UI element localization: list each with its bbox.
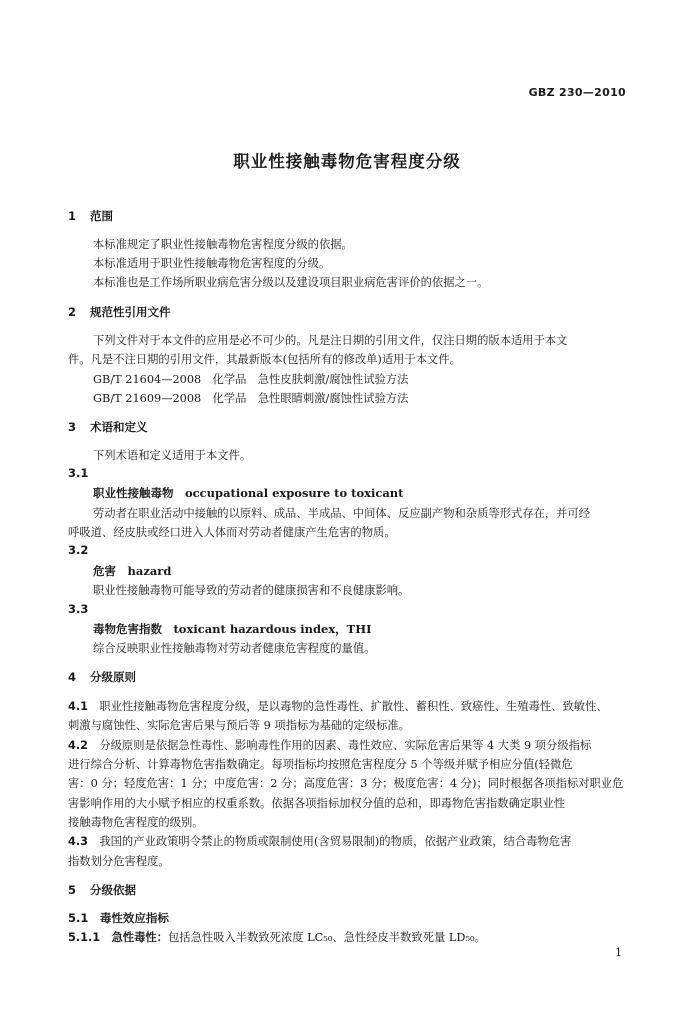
term-definition: 劳动者在职业活动中接触的以原料、成品、半成品、中间体、反应副产物和杂质等形式存在，并可经	[93, 507, 591, 520]
term-definition: 职业性接触毒物可能导致的劳动者的健康损害和不良健康影响。	[93, 584, 410, 597]
term-number: 3.1	[68, 466, 89, 480]
clause-5-1-1	[68, 929, 486, 945]
section-number: 1	[68, 209, 77, 223]
term-number: 3.2	[68, 543, 89, 557]
clause-4-3	[68, 833, 571, 849]
clause-number: 5.1.1	[68, 931, 101, 944]
paragraph: 件。凡是不注日期的引用文件，其最新版本(包括所有的修改单)适用于本文件。	[68, 353, 461, 366]
paragraph: 本标准规定了职业性接触毒物危害程度分级的依据。	[93, 238, 353, 251]
clause-number: 4.3	[68, 835, 89, 848]
clause-text: 职业性接触毒物危害程度分级，是以毒物的急性毒性、扩散性、蓄积性、致癌性、生殖毒性、致敏性、	[99, 700, 608, 713]
clause-number: 4.2	[68, 739, 89, 752]
paragraph: 本标准适用于职业性接触毒物危害程度的分级。	[93, 257, 331, 270]
clause-text: 指数划分危害程度。	[68, 855, 170, 868]
section-number: 3	[68, 420, 77, 434]
subsection-number: 5.1	[68, 911, 89, 925]
clause-text: 我国的产业政策明令禁止的物质或限制使用(含贸易限制)的物质，依据产业政策，结合毒物危害	[99, 835, 572, 848]
term-entry	[93, 485, 403, 501]
clause-text: 接触毒物危害程度的级别。	[68, 816, 204, 829]
clause-4-1	[68, 698, 608, 714]
reference-item: GB/T 21604—2008 化学品 急性皮肤刺激/腐蚀性试验方法	[93, 373, 409, 386]
clause-text: 刺激与腐蚀性、实际危害后果与预后等 9 项指标为基础的定级标准。	[68, 719, 410, 732]
term-zh: 危害	[93, 564, 116, 578]
section-5-heading	[68, 882, 136, 898]
clause-text: 害：0 分；轻度危害：1 分；中度危害：2 分；高度危害：3 分；极度危害：4 分)；同时根据各项指标对职业危	[68, 777, 624, 790]
term-entry	[93, 563, 171, 579]
paragraph: 下列文件对于本文件的应用是必不可少的。凡是注日期的引用文件，仅注日期的版本适用于本文	[93, 334, 568, 347]
clause-text: 包括急性吸入半数致死浓度 LC₅₀、急性经皮半数致死量 LD₅₀。	[167, 931, 486, 944]
term-zh: 毒物危害指数	[93, 622, 162, 636]
section-title: 分级原则	[90, 670, 136, 684]
document-title: 职业性接触毒物危害程度分级	[233, 152, 461, 171]
clause-text: 进行综合分析、计算毒物危害指数确定。每项指标均按照危害程度分 5 个等级并赋予相应分值(轻微危	[68, 758, 573, 771]
section-title: 术语和定义	[90, 420, 148, 434]
clause-number: 4.1	[68, 700, 89, 713]
term-en: occupational exposure to toxicant	[185, 486, 404, 500]
standard-number: GBZ 230—2010	[528, 86, 626, 99]
paragraph: 下列术语和定义适用于本文件。	[93, 449, 252, 462]
paragraph: 本标准也是工作场所职业病危害分级以及建设项目职业病危害评价的依据之一。	[93, 276, 489, 289]
section-3-heading	[68, 419, 148, 435]
subsection-5-1-heading	[68, 910, 169, 926]
reference-item: GB/T 21609—2008 化学品 急性眼睛刺激/腐蚀性试验方法	[93, 392, 409, 405]
section-title: 范围	[90, 209, 113, 223]
section-4-heading	[68, 669, 136, 685]
clause-4-2	[68, 737, 591, 753]
section-title: 规范性引用文件	[90, 305, 171, 319]
term-definition: 综合反映职业性接触毒物对劳动者健康危害程度的量值。	[93, 642, 376, 655]
section-number: 5	[68, 883, 77, 897]
term-en: hazard	[127, 564, 172, 578]
term-definition: 呼吸道、经皮肤或经口进入人体而对劳动者健康产生危害的物质。	[68, 526, 396, 539]
subsection-title: 毒性效应指标	[99, 911, 169, 925]
term-en: toxicant hazardous index，THI	[173, 622, 372, 636]
section-2-heading	[68, 304, 171, 320]
term-zh: 职业性接触毒物	[93, 486, 174, 500]
clause-text: 害影响作用的大小赋予相应的权重系数。依据各项指标加权分值的总和，即毒物危害指数确定职业性	[68, 797, 566, 810]
section-title: 分级依据	[90, 883, 136, 897]
term-entry	[93, 621, 372, 637]
clause-text: 分级原则是依据急性毒性、影响毒性作用的因素、毒性效应、实际危害后果等 4 大类 9 项分级指标	[99, 739, 592, 752]
term-number: 3.3	[68, 602, 89, 616]
section-number: 2	[68, 305, 77, 319]
page-number: 1	[615, 946, 622, 959]
section-1-heading	[68, 208, 113, 224]
clause-label: 急性毒性：	[111, 931, 168, 944]
section-number: 4	[68, 670, 77, 684]
